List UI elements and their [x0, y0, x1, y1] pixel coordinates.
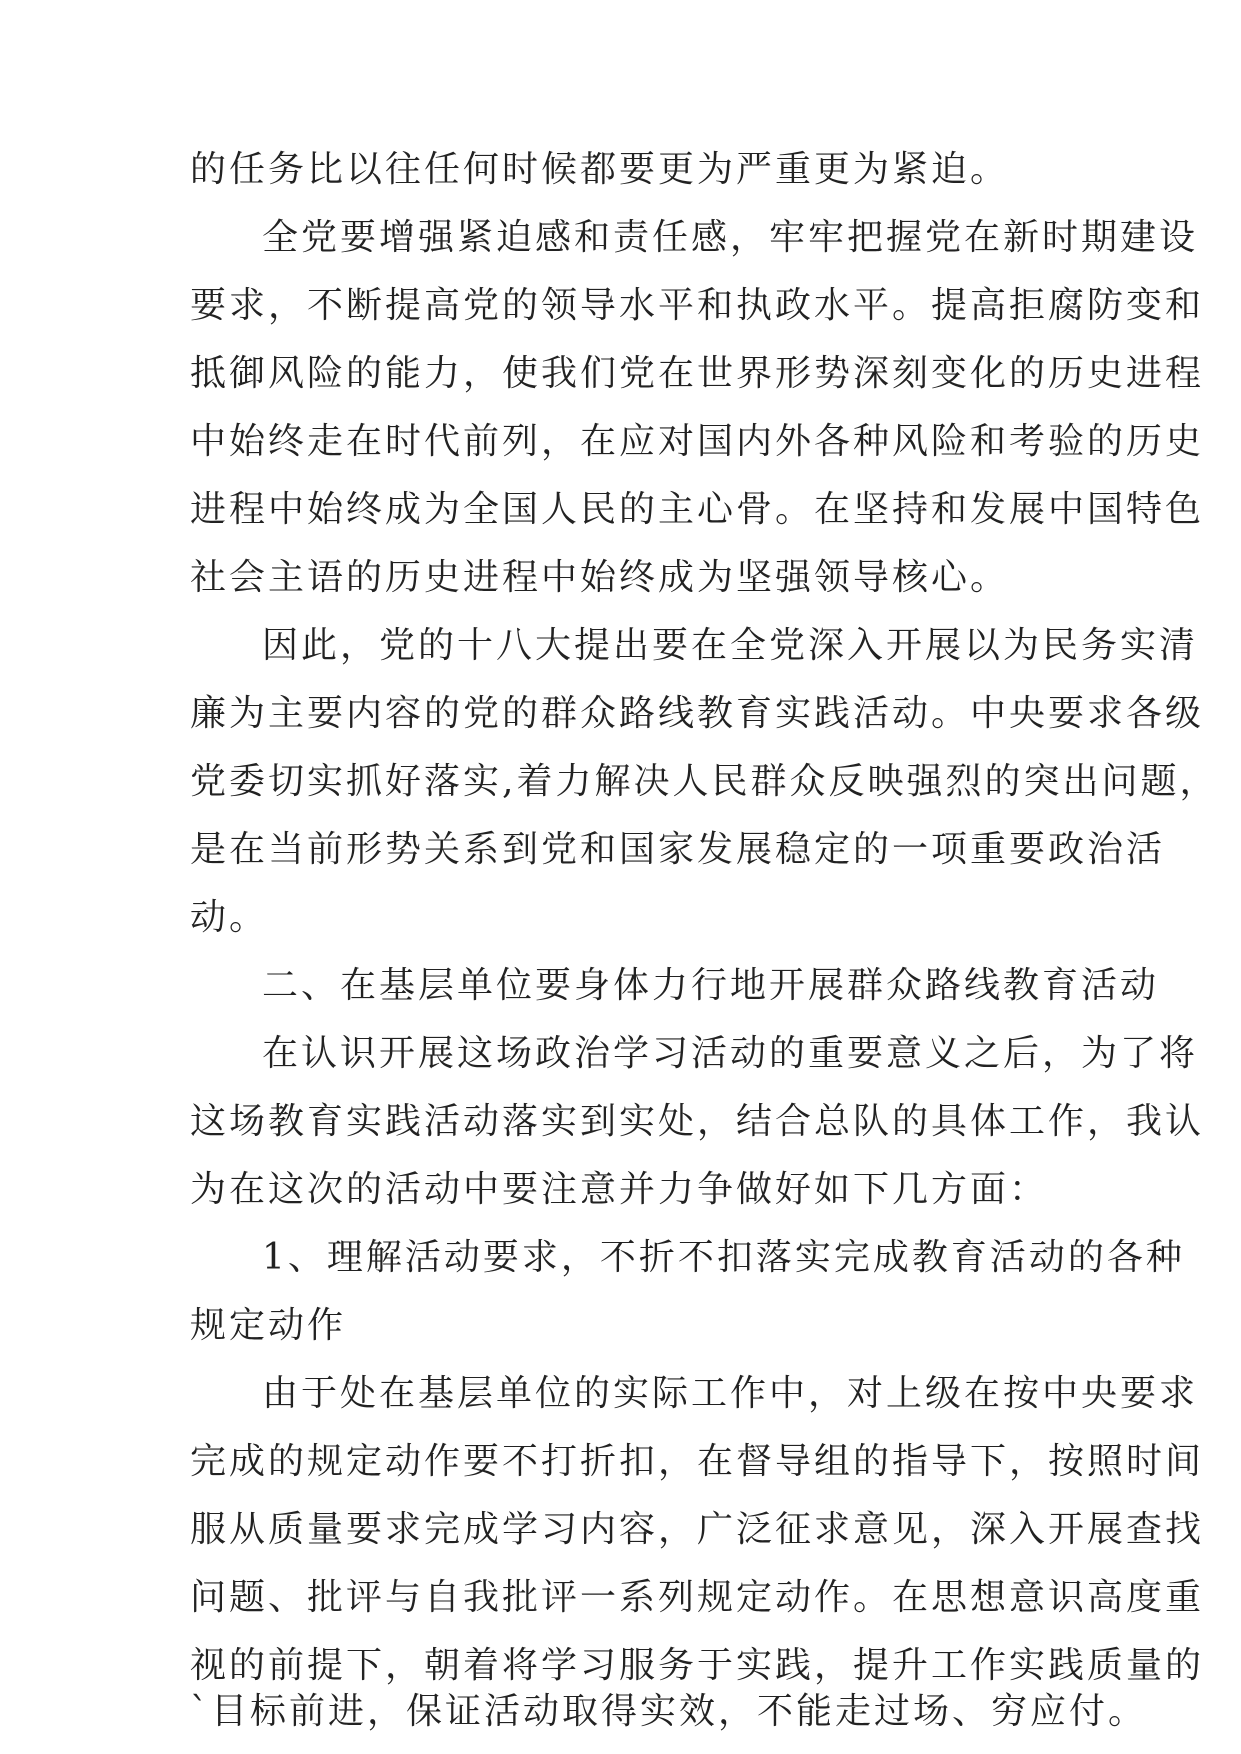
text-line: 社会主语的历史进程中始终成为坚强领导核心。: [190, 557, 1010, 598]
paragraph-start: 由于处在基层单位的实际工作中，对上级在按中央要求: [262, 1373, 1199, 1414]
subsection-heading: 1、理解活动要求，不折不扣落实完成教育活动的各种: [262, 1237, 1185, 1278]
text-line: 问题、批评与自我批评一系列规定动作。在思想意识高度重: [190, 1577, 1205, 1618]
text-line: 视的前提下，朝着将学习服务于实践，提升工作实践质量的: [190, 1645, 1205, 1686]
text-line: 中始终走在时代前列，在应对国内外各种风险和考验的历史: [190, 421, 1205, 462]
text-line: 要求，不断提高党的领导水平和执政水平。提高拒腐防变和: [190, 285, 1205, 326]
text-line: 完成的规定动作要不打折扣，在督导组的指导下，按照时间: [190, 1441, 1205, 1482]
paragraph-start: 全党要增强紧迫感和责任感，牢牢把握党在新时期建设: [262, 217, 1199, 258]
text-line: 进程中始终成为全国人民的主心骨。在坚持和发展中国特色: [190, 489, 1205, 530]
text-line: 这场教育实践活动落实到实处，结合总队的具体工作，我认: [190, 1101, 1205, 1142]
text-line: 党委切实抓好落实,着力解决人民群众反映强烈的突出问题，: [190, 761, 1219, 802]
text-line: 为在这次的活动中要注意并力争做好如下几方面：: [190, 1169, 1049, 1210]
paragraph-start: 在认识开展这场政治学习活动的重要意义之后，为了将: [262, 1033, 1199, 1074]
text-line: 是在当前形势关系到党和国家发展稳定的一项重要政治活: [190, 829, 1166, 870]
text-line: 廉为主要内容的党的群众路线教育实践活动。中央要求各级: [190, 693, 1205, 734]
text-line: 服从质量要求完成学习内容，广泛征求意见，深入开展查找: [190, 1509, 1205, 1550]
section-heading: 二、在基层单位要身体力行地开展群众路线教育活动: [262, 965, 1160, 1006]
text-line: 动。: [190, 897, 269, 938]
text-line: `目标前进，保证活动取得实效，不能走过场、穷应付。: [190, 1691, 1148, 1732]
text-line: 抵御风险的能力，使我们党在世界形势深刻变化的历史进程: [190, 353, 1205, 394]
subsection-heading-continued: 规定动作: [190, 1305, 347, 1346]
paragraph-start: 因此，党的十八大提出要在全党深入开展以为民务实清: [262, 625, 1199, 666]
text-line: 的任务比以往任何时候都要更为严重更为紧迫。: [190, 149, 1010, 190]
